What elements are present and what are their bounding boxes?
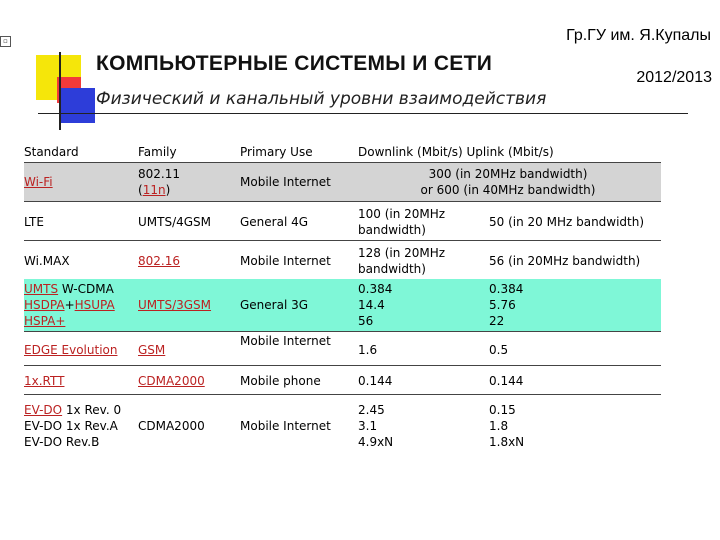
umts-standard <box>24 281 115 329</box>
table-row-umts <box>24 279 661 331</box>
evdo-downlink-3: 4.9xN <box>358 435 394 449</box>
table-row-edge <box>24 332 661 365</box>
rtt-uplink: 0.144 <box>489 374 524 388</box>
wifi-use: Mobile Internet <box>240 175 331 189</box>
wimax-downlink-line-1: 128 (in 20MHz <box>358 246 446 260</box>
umts-wcdma: W-CDMA <box>58 282 114 296</box>
umts-downlink-2: 14.4 <box>358 298 385 312</box>
table-row-wifi <box>24 163 661 201</box>
lte-downlink-line-2: bandwidth) <box>358 223 426 237</box>
lte-standard: LTE <box>24 215 44 229</box>
wimax-standard: Wi.MAX <box>24 254 70 268</box>
wifi-family-paren-open: ( <box>138 183 143 197</box>
evdo-revb: EV-DO Rev.B <box>24 435 100 449</box>
rtt-family-link[interactable]: CDMA2000 <box>138 374 205 388</box>
rtt-downlink: 0.144 <box>358 374 393 388</box>
evdo-uplink-1: 0.15 <box>489 403 516 417</box>
hsdpa-link[interactable]: HSDPA <box>24 298 65 312</box>
decor-horizontal-line <box>38 113 688 114</box>
lte-uplink: 50 (in 20 MHz bandwidth) <box>489 215 645 229</box>
wifi-family-paren-close: ) <box>165 183 171 197</box>
wifi-family <box>138 166 180 198</box>
evdo-uplink <box>489 402 524 450</box>
evdo-reva: EV-DO 1x Rev.A <box>24 419 118 433</box>
rtt-use: Mobile phone <box>240 374 321 388</box>
table-row-wimax <box>24 241 661 279</box>
umts-uplink <box>489 281 523 329</box>
lte-downlink <box>358 206 445 238</box>
umts-family-link[interactable]: UMTS/3GSM <box>138 298 212 312</box>
table-row-evdo <box>24 396 661 456</box>
evdo-use: Mobile Internet <box>240 419 331 433</box>
wimax-family-link[interactable]: 802.16 <box>138 254 180 268</box>
decor-vertical-line <box>59 52 61 130</box>
umts-downlink-3: 56 <box>358 314 374 328</box>
umts-plus: + <box>64 298 75 312</box>
hspa-plus-link[interactable]: HSPA+ <box>24 314 66 328</box>
evdo-downlink-2: 3.1 <box>358 419 378 433</box>
header-primary-use: Primary Use <box>240 145 313 159</box>
umts-downlink-1: 0.384 <box>358 282 393 296</box>
lte-downlink-line-1: 100 (in 20MHz <box>358 207 446 221</box>
wifi-standard-link[interactable]: Wi-Fi <box>24 175 53 189</box>
edge-family-link[interactable]: GSM <box>138 343 166 357</box>
evdo-uplink-3: 1.8xN <box>489 435 525 449</box>
lte-family: UMTS/4GSM <box>138 215 212 229</box>
header-standard: Standard <box>24 145 79 159</box>
wifi-speed-line-2: or 600 (in 40MHz bandwidth) <box>420 183 596 197</box>
edge-standard-link[interactable]: EDGE Evolution <box>24 343 118 357</box>
slide-icon: ▫ <box>0 36 11 47</box>
table-row-lte <box>24 202 661 240</box>
page-subtitle: Физический и канальный уровни взаимодействия <box>96 89 547 109</box>
wifi-family-main: 802.11 <box>138 167 180 181</box>
university-name: Гр.ГУ им. Я.Купалы <box>566 27 711 44</box>
evdo-family: CDMA2000 <box>138 419 205 433</box>
evdo-standard <box>24 402 121 450</box>
wimax-uplink: 56 (in 20MHz bandwidth) <box>489 254 641 268</box>
page-title: КОМПЬЮТЕРНЫЕ СИСТЕМЫ И СЕТИ <box>96 52 493 75</box>
table-divider <box>24 394 661 395</box>
wimax-downlink <box>358 245 445 277</box>
wimax-downlink-line-2: bandwidth) <box>358 262 426 276</box>
edge-use: Mobile Internet <box>240 334 331 348</box>
umts-uplink-3: 22 <box>489 314 505 328</box>
evdo-uplink-2: 1.8 <box>489 419 509 433</box>
header-family: Family <box>138 145 177 159</box>
evdo-downlink-1: 2.45 <box>358 403 385 417</box>
decor-blue-square <box>60 88 95 123</box>
umts-link[interactable]: UMTS <box>24 282 59 296</box>
umts-downlink <box>358 281 392 329</box>
academic-year: 2012/2013 <box>636 69 712 86</box>
header-downlink-uplink: Downlink (Mbit/s) Uplink (Mbit/s) <box>358 145 554 159</box>
evdo-rev0: 1x Rev. 0 <box>62 403 122 417</box>
wifi-speed-line-1: 300 (in 20MHz bandwidth) <box>428 167 588 181</box>
evdo-downlink <box>358 402 393 450</box>
umts-uplink-1: 0.384 <box>489 282 524 296</box>
rtt-standard-link[interactable]: 1x.RTT <box>24 374 65 388</box>
lte-use: General 4G <box>240 215 309 229</box>
hsupa-link[interactable]: HSUPA <box>74 298 115 312</box>
wimax-use: Mobile Internet <box>240 254 331 268</box>
umts-use: General 3G <box>240 298 309 312</box>
wifi-family-link[interactable]: 11n <box>142 183 166 197</box>
edge-downlink: 1.6 <box>358 343 378 357</box>
evdo-link[interactable]: EV-DO <box>24 403 63 417</box>
umts-uplink-2: 5.76 <box>489 298 516 312</box>
table-row-rtt <box>24 366 661 394</box>
wifi-speed <box>358 166 658 198</box>
edge-uplink: 0.5 <box>489 343 509 357</box>
